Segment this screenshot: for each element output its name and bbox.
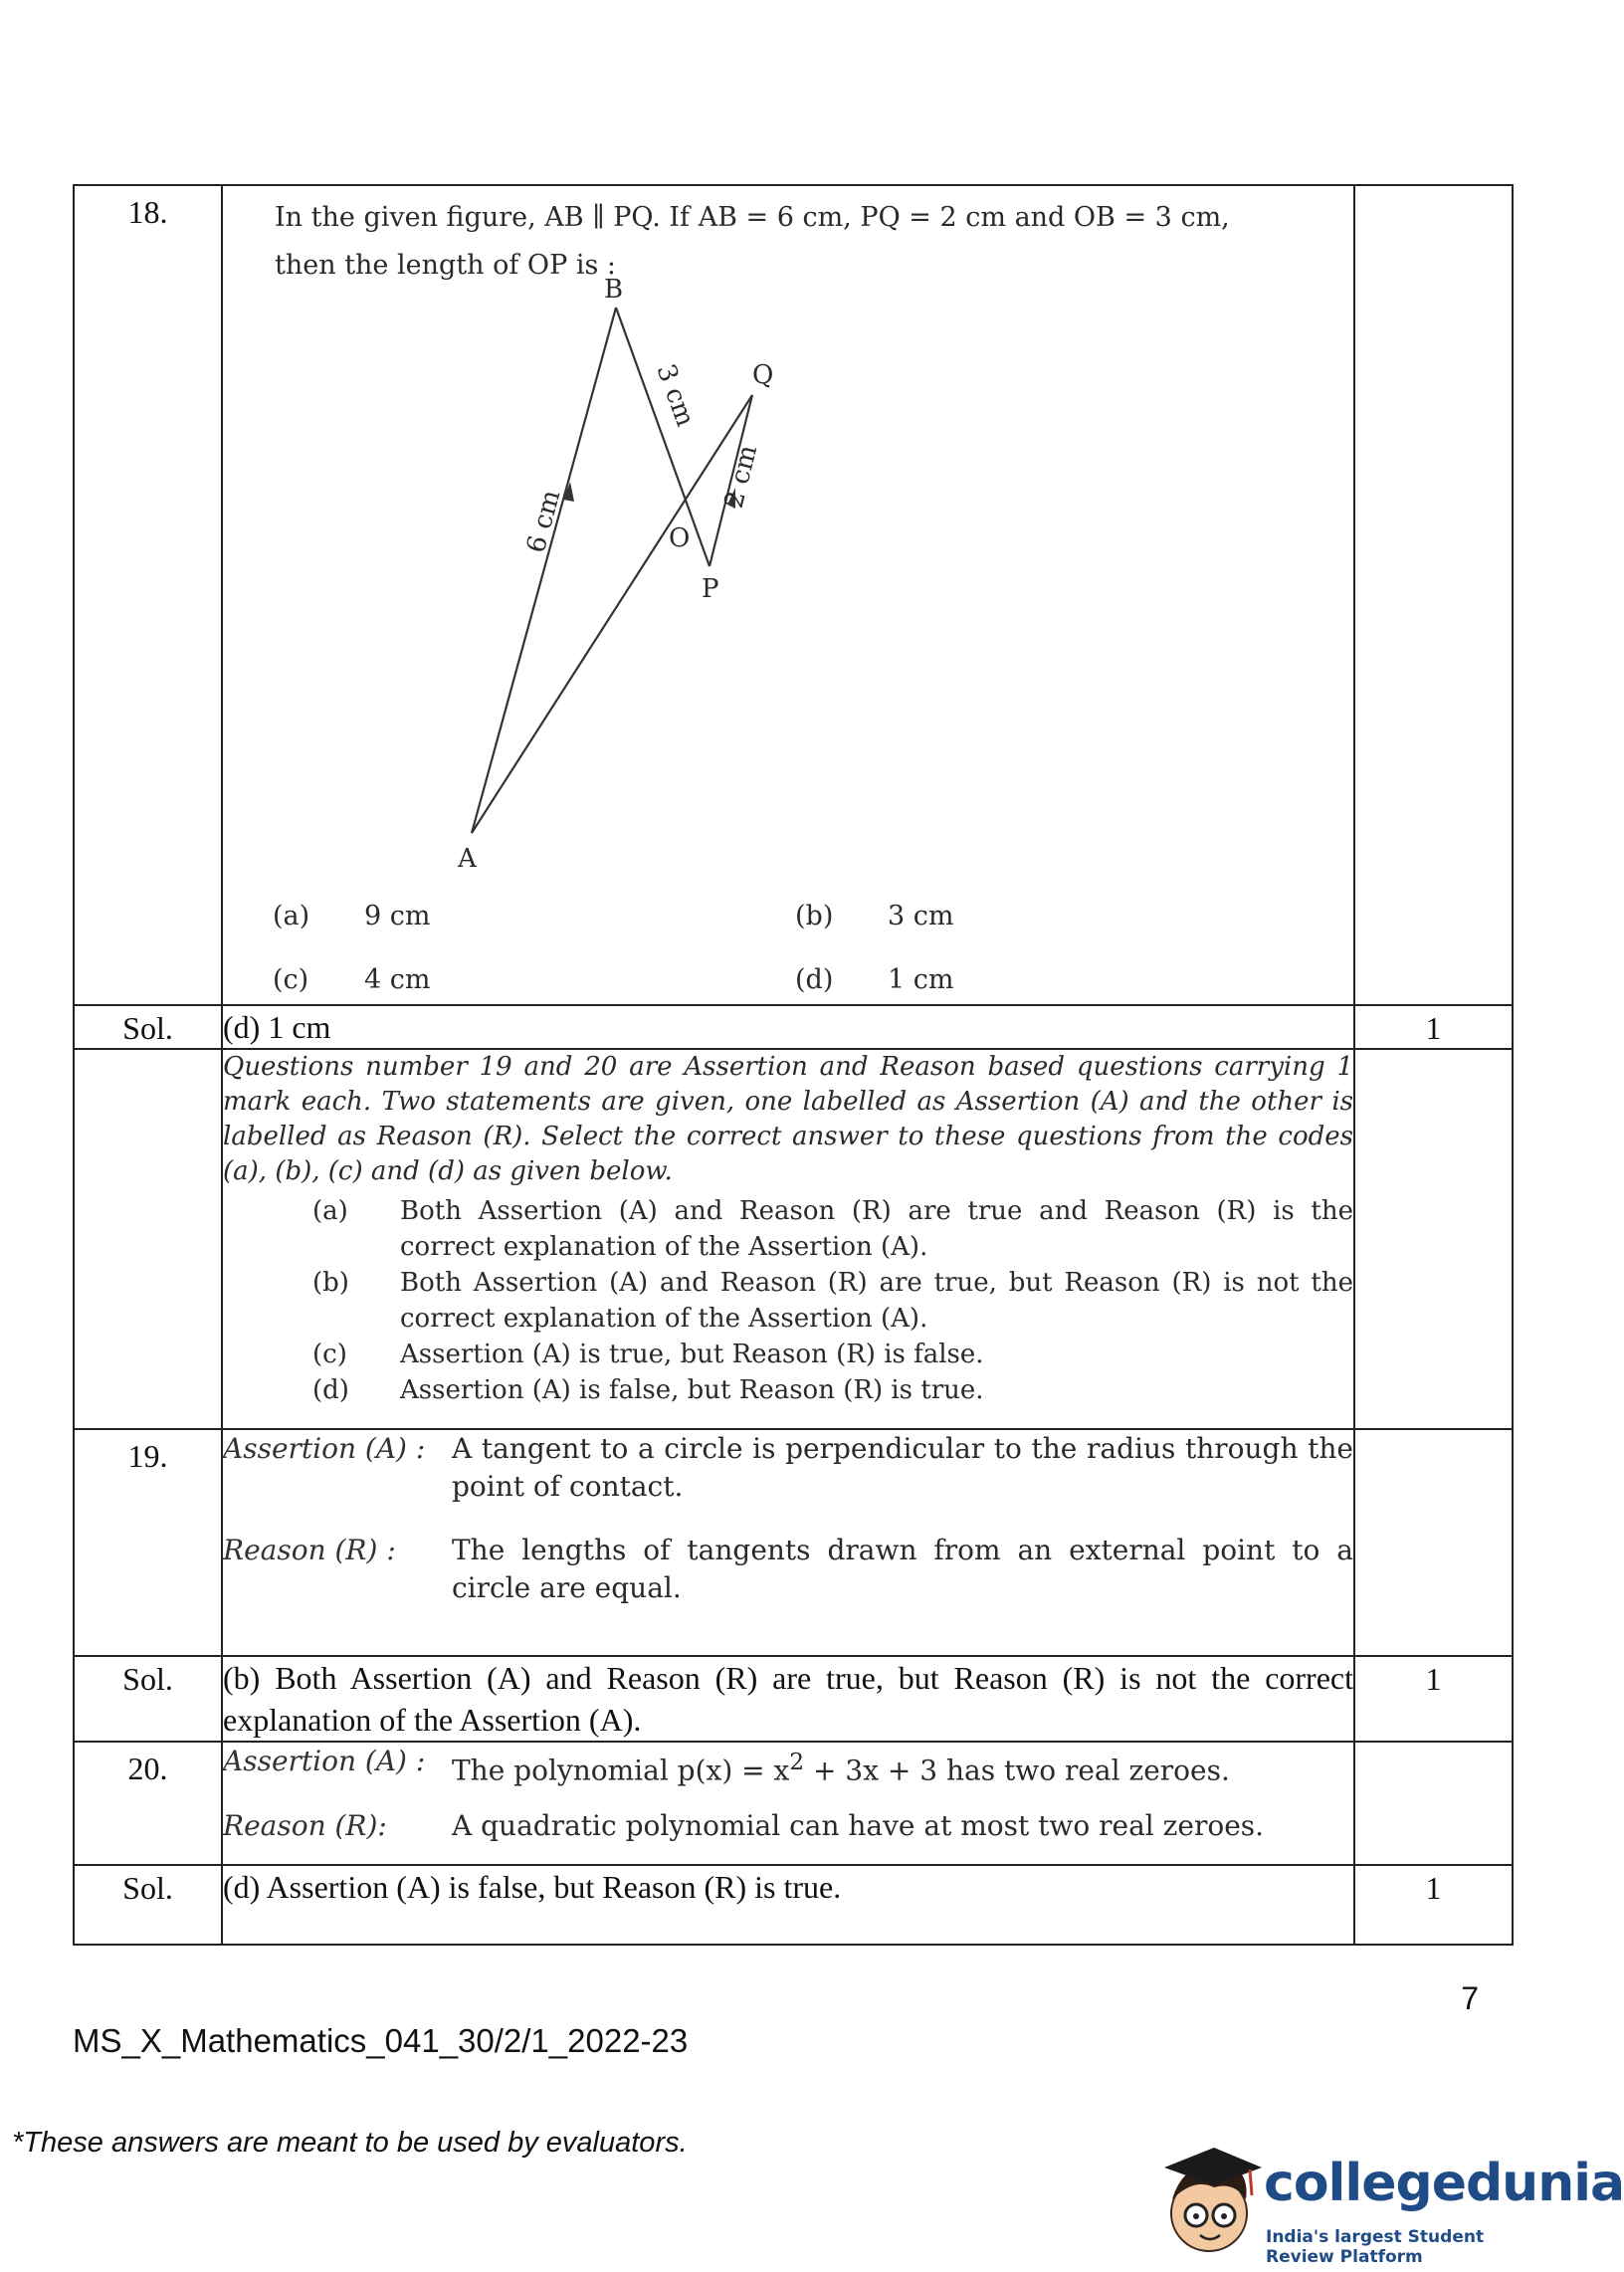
assertion-text — [452, 1743, 1353, 1789]
question-18-body — [222, 185, 1354, 1005]
point-p-label: P — [702, 574, 719, 604]
assertion-line — [223, 1430, 1353, 1506]
marks-cell — [1354, 1656, 1513, 1742]
point-a-label: A — [458, 844, 477, 874]
solution-20-row — [74, 1865, 1513, 1945]
point-o-label: O — [669, 523, 691, 553]
assertion-text: A tangent to a circle is perpendicular to the radius through the point of contact. — [452, 1432, 1353, 1503]
reason-line — [223, 1807, 1353, 1845]
assertion-line — [223, 1743, 1353, 1789]
triangle-figure — [223, 186, 1353, 1004]
marks-value: 1 — [1425, 1010, 1442, 1046]
code-text: Assertion (A) is false, but Reason (R) is true. — [400, 1375, 984, 1405]
option-c-code: (c) — [273, 964, 309, 995]
stem-line-1: In the given figure, AB ∥ PQ. If AB = 6 cm, PQ = 2 cm and OB = 3 cm, — [275, 202, 1230, 233]
code-item-a — [223, 1193, 1353, 1265]
sol-label: Sol. — [122, 1870, 173, 1906]
code-letter: (d) — [312, 1375, 349, 1405]
marks-cell — [1354, 185, 1513, 1005]
reason-label: Reason (R): — [223, 1809, 387, 1843]
code-text: Both Assertion (A) and Reason (R) are true and Reason (R) is the correct explanation of the Assertion (A). — [400, 1196, 1353, 1262]
code-text: Assertion (A) is true, but Reason (R) is false. — [400, 1340, 984, 1369]
code-item-d — [223, 1372, 1353, 1408]
marks-cell — [1354, 1865, 1513, 1945]
point-q-label: Q — [752, 360, 774, 390]
label-ob-length: 3 cm — [650, 360, 701, 431]
solution-20-answer: (d) Assertion (A) is false, but Reason (R) is true. — [222, 1865, 1354, 1945]
question-18-row — [74, 185, 1513, 1005]
code-item-c — [223, 1337, 1353, 1372]
question-19-body — [222, 1429, 1354, 1656]
assertion-reason-instructions — [222, 1049, 1354, 1429]
exponent: 2 — [789, 1748, 805, 1775]
line-qa — [472, 395, 752, 833]
question-number-cell — [74, 185, 222, 1005]
brand-name: collegedunia — [1264, 2154, 1624, 2213]
solution-19-answer: (b) Both Assertion (A) and Reason (R) are true, but Reason (R) is not the correct explanation of the Assertion (A). — [222, 1656, 1354, 1742]
label-ab-length: 6 cm — [520, 487, 567, 556]
label-pq-length: 2 cm — [718, 442, 764, 512]
line-ab — [472, 308, 616, 833]
line-bp — [616, 308, 710, 566]
reason-text: A quadratic polynomial can have at most two real zeroes. — [452, 1809, 1265, 1843]
stem-line-2: then the length of OP is : — [275, 250, 616, 281]
assertion-label: Assertion (A) : — [223, 1432, 426, 1465]
page-number: 7 — [1461, 1980, 1479, 2016]
question-20-row — [74, 1742, 1513, 1865]
sol-label-cell — [74, 1865, 222, 1945]
code-letter: (c) — [312, 1340, 347, 1369]
sol-label: Sol. — [122, 1010, 173, 1046]
question-number: 19. — [127, 1438, 168, 1474]
question-number: 20. — [127, 1751, 168, 1786]
reason-label: Reason (R) : — [223, 1534, 396, 1566]
option-d-text: 1 cm — [888, 964, 954, 995]
assertion-label: Assertion (A) : — [223, 1745, 426, 1777]
point-b-label: B — [604, 275, 624, 305]
code-letter: (b) — [312, 1268, 349, 1298]
marks-value: 1 — [1425, 1870, 1442, 1906]
option-c-text: 4 cm — [364, 964, 431, 995]
document-code: MS_X_Mathematics_041_30/2/1_2022-23 — [73, 2022, 689, 2059]
mascot-icon — [1154, 2138, 1264, 2267]
solution-19-row — [74, 1656, 1513, 1742]
assertion-text-pre: The polynomial p(x) = x — [452, 1754, 790, 1787]
reason-text: The lengths of tangents drawn from an external point to a circle are equal. — [452, 1534, 1353, 1604]
question-number-cell — [74, 1429, 222, 1656]
instructions-row — [74, 1049, 1513, 1429]
brand-logo — [1154, 2138, 1624, 2267]
sol-label: Sol. — [122, 1661, 173, 1697]
option-d-code: (d) — [795, 964, 834, 995]
code-list — [223, 1193, 1353, 1408]
code-text: Both Assertion (A) and Reason (R) are true, but Reason (R) is not the correct explanation of the Assertion (A). — [400, 1268, 1353, 1334]
marks-cell — [1354, 1005, 1513, 1049]
instructions-intro: Questions number 19 and 20 are Assertion and Reason based questions carrying 1 mark each. Two statements are given, one labelled as Assertion (A) and the other is labelled as Reason (R). Select the correct answer to these questions from the codes (a), (b), (c) and (d) as given below. — [223, 1052, 1353, 1186]
code-item-b — [223, 1265, 1353, 1337]
empty-number-cell — [74, 1049, 222, 1429]
solution-18-answer: (d) 1 cm — [222, 1005, 1354, 1049]
sol-label-cell — [74, 1656, 222, 1742]
solution-18-row — [74, 1005, 1513, 1049]
reason-line — [223, 1532, 1353, 1607]
brand-tagline: India's largest Student Review Platform — [1266, 2227, 1485, 2267]
option-b-code: (b) — [795, 901, 834, 931]
question-20-body — [222, 1742, 1354, 1865]
sol-label-cell — [74, 1005, 222, 1049]
question-number-cell — [74, 1742, 222, 1865]
question-19-row — [74, 1429, 1513, 1656]
evaluator-note: *These answers are meant to be used by evaluators. — [12, 2127, 688, 2159]
assertion-text-post: + 3x + 3 has two real zeroes. — [804, 1754, 1230, 1787]
option-b-text: 3 cm — [888, 901, 954, 931]
answer-table — [73, 184, 1514, 1946]
marks-value: 1 — [1425, 1661, 1442, 1697]
marks-cell — [1354, 1742, 1513, 1865]
marks-cell — [1354, 1429, 1513, 1656]
code-letter: (a) — [312, 1196, 348, 1226]
option-a-text: 9 cm — [364, 901, 431, 931]
question-number: 18. — [127, 194, 168, 230]
marks-cell — [1354, 1049, 1513, 1429]
option-a-code: (a) — [273, 901, 310, 931]
